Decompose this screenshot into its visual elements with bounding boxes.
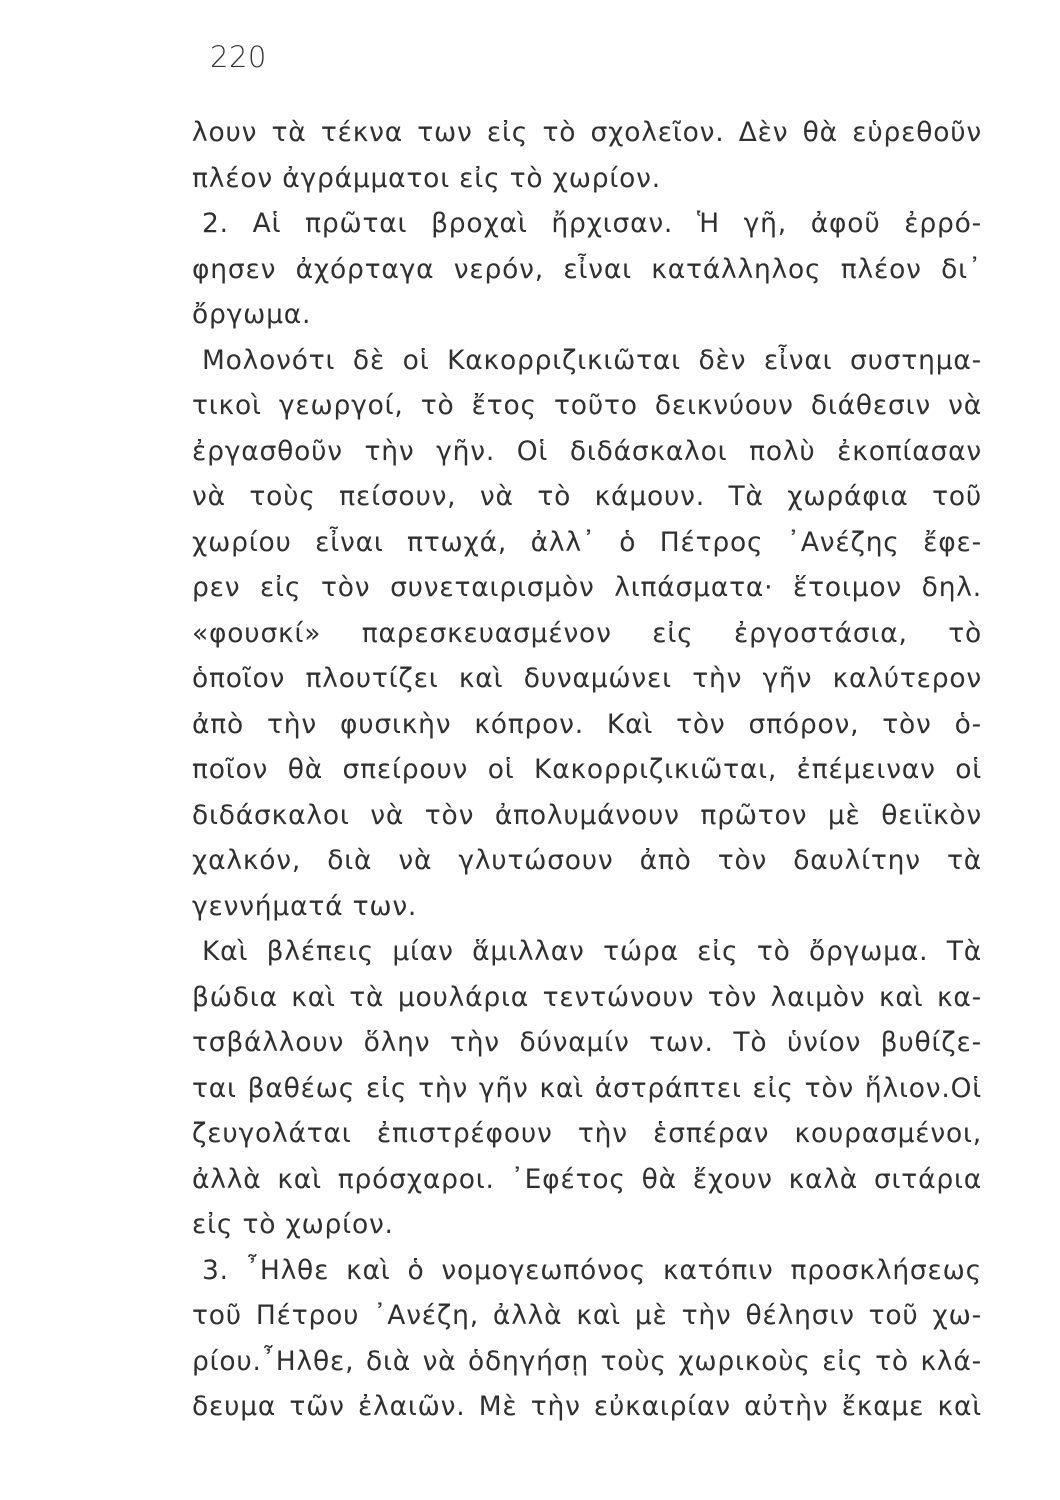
text-line: ρεν εἰς τὸν συνεταιρισμὸν λιπάσματα· ἕτοιμον δηλ. <box>192 572 982 603</box>
body-text <box>192 110 982 1430</box>
text-line: δευμα τῶν ἐλαιῶν. Μὲ τὴν εὐκαιρίαν αὐτὴν ἔκαμε καὶ <box>192 1391 982 1422</box>
text-line: χαλκόν, διὰ νὰ γλυτώσουν ἀπὸ τὸν δαυλίτην τὰ <box>192 845 982 876</box>
text-line: τσβάλλουν ὅλην τὴν δύναμίν των. Τὸ ὑνίον βυθίζε- <box>192 1027 982 1058</box>
text-line: τοῦ Πέτρου ᾽Ανέζη, ἀλλὰ καὶ μὲ τὴν θέλησιν τοῦ χω- <box>192 1300 982 1331</box>
text-line: Μολονότι δὲ οἱ Κακορριζικιῶται δὲν εἶναι συστημα- <box>202 344 982 376</box>
text-line: ὁποῖον πλουτίζει καὶ δυναμώνει τὴν γῆν καλύτερον <box>192 663 982 694</box>
text-line: 2. Αἱ πρῶται βροχαὶ ἤρχισαν. Ἡ γῆ, ἀφοῦ ἐρρό- <box>202 208 982 239</box>
text-line: χωρίου εἶναι πτωχά, ἀλλ᾽ ὁ Πέτρος ᾽Ανέζης ἔφε- <box>192 526 982 558</box>
text-line: «φουσκί» παρεσκευασμένον εἰς ἐργοστάσια, τὸ <box>192 617 982 649</box>
page-number: 220 <box>210 40 267 74</box>
text-line: διδάσκαλοι νὰ τὸν ἀπολυμάνουν πρῶτον μὲ θειϊκὸν <box>192 799 982 831</box>
text-line: ἐργασθοῦν τὴν γῆν. Οἱ διδάσκαλοι πολὺ ἐκοπίασαν <box>192 435 982 467</box>
text-line: πλέον ἀγράμματοι εἰς τὸ χωρίον. <box>192 162 661 194</box>
text-line: ται βαθέως εἰς τὴν γῆν καὶ ἀστράπτει εἰς τὸν ἥλιον.Οἱ <box>192 1072 982 1104</box>
text-line: ἀπὸ τὴν φυσικὴν κόπρον. Καὶ τὸν σπόρον, τὸν ὁ- <box>192 708 982 740</box>
text-line: βώδια καὶ τὰ μουλάρια τεντώνουν τὸν λαιμὸν καὶ κα- <box>192 981 982 1013</box>
text-line: φησεν ἀχόρταγα νερόν, εἶναι κατάλληλος πλέον δι᾽ <box>192 253 982 285</box>
text-line: τικοὶ γεωργοί, τὸ ἔτος τοῦτο δεικνύουν διάθεσιν νὰ <box>192 390 982 421</box>
text-line: νὰ τοὺς πείσουν, νὰ τὸ κάμουν. Τὰ χωράφια τοῦ <box>192 481 982 512</box>
text-line: ζευγολάται ἐπιστρέφουν τὴν ἑσπέραν κουρασμένοι, <box>192 1118 982 1149</box>
text-line: εἰς τὸ χωρίον. <box>192 1209 394 1240</box>
text-line: ἀλλὰ καὶ πρόσχαροι. ᾽Εφέτος θὰ ἔχουν καλὰ σιτάρια <box>192 1163 982 1195</box>
text-line: ρίου.῏Ηλθε, διὰ νὰ ὁδηγήσῃ τοὺς χωρικοὺς εἰς τὸ κλά- <box>192 1345 982 1377</box>
text-line: 3. ῏Ηλθε καὶ ὁ νομογεωπόνος κατόπιν προσκλήσεως <box>202 1254 982 1286</box>
text-line: Καὶ βλέπεις μίαν ἅμιλλαν τώρα εἰς τὸ ὄργωμα. Τὰ <box>202 936 982 967</box>
text-line: λουν τὰ τέκνα των εἰς τὸ σχολεῖον. Δὲν θὰ εὑρεθοῦν <box>192 117 982 148</box>
text-line: ποῖον θὰ σπείρουν οἱ Κακορριζικιῶται, ἐπέμειναν οἱ <box>192 754 982 785</box>
text-line: ὄργωμα. <box>192 299 312 330</box>
text-line: γεννήματά των. <box>192 890 418 922</box>
